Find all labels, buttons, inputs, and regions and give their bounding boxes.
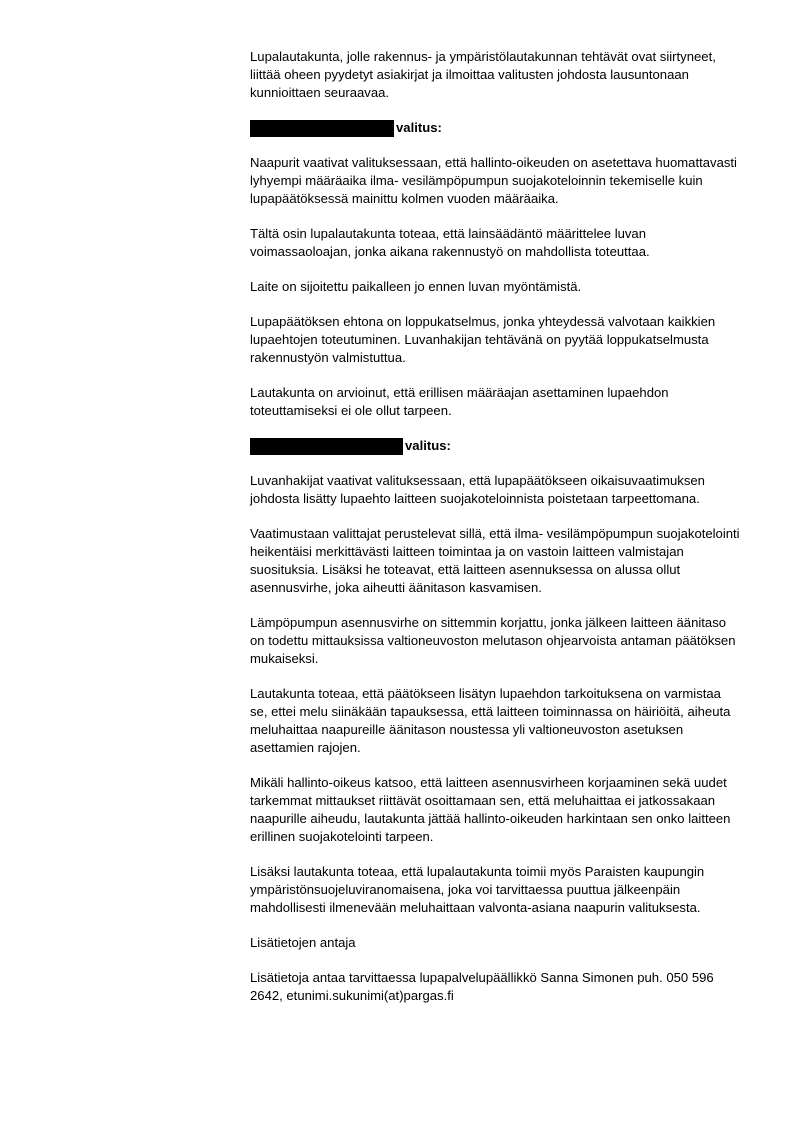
- section1-paragraph: Lautakunta on arvioinut, että erillisen määräajan asettaminen lupaehdon toteuttamiseksi ei ole ollut tarpeen.: [250, 385, 669, 418]
- intro-paragraph: Lupalautakunta, jolle rakennus- ja ympäristölautakunnan tehtävät ovat siirtyneet, liittää oheen pyydetyt asiakirjat ja ilmoittaa valitusten johdosta lausuntonaan kunnioittaen seuraavaa.: [250, 49, 716, 100]
- section2-paragraph: Lämpöpumpun asennusvirhe on sittemmin korjattu, jonka jälkeen laitteen äänitaso on todettu mittauksissa valtioneuvoston melutason ohjearvoista antaman päätöksen mukaiseksi.: [250, 615, 736, 666]
- section1-paragraph: Naapurit vaativat valituksessaan, että hallinto-oikeuden on asetettava huomattavasti lyhyempi määräaika ilma- vesilämpöpumpun suojakoteloinnin tekemiselle kuin lupapäätöksessä mainittu kolmen vuoden määräaika.: [250, 155, 737, 206]
- section1-paragraph: Laite on sijoitettu paikalleen jo ennen luvan myöntämistä.: [250, 279, 582, 294]
- document-page: [250, 48, 742, 1022]
- section2-paragraph: Vaatimustaan valittajat perustelevat sillä, että ilma- vesilämpöpumpun suojakotelointi heikentäisi merkittävästi laitteen toimintaa ja on vastoin laitteen valmistajan suosituksia. Lisäksi he toteavat, että laitteen asennuksessa on alussa ollut asennusvirhe, joka aiheutti äänitason kasvamisen.: [250, 526, 740, 595]
- section2-paragraph: Lautakunta toteaa, että päätökseen lisätyn lupaehdon tarkoituksena on varmistaa se, ettei melu siinäkään tapauksessa, että laitteen toiminnassa on häiriöitä, aiheuta meluhaittaa naapureille äänitason noustessa yli valtioneuvoston asetuksen asettamien rajojen.: [250, 686, 731, 755]
- section2-heading-text: valitus:: [405, 438, 451, 453]
- section1-heading-text: valitus:: [396, 120, 442, 135]
- section1-heading: [250, 119, 742, 137]
- section2-paragraph: Mikäli hallinto-oikeus katsoo, että laitteen asennusvirheen korjaaminen sekä uudet tarkemmat mittaukset riittävät osoittamaan sen, että meluhaittaa ei jatkossakaan naapurille aiheudu, lautakunta jättää hallinto-oikeuden harkintaan sen onko laitteen erillinen suojakotelointi tarpeen.: [250, 775, 731, 844]
- redacted-name-block: [250, 438, 403, 455]
- section1-paragraph: Tältä osin lupalautakunta toteaa, että lainsäädäntö määrittelee luvan voimassaoloajan, jonka aikana rakennustyö on mahdollista toteuttaa.: [250, 226, 650, 259]
- contact-label: Lisätietojen antaja: [250, 935, 356, 950]
- section1-paragraph: Lupapäätöksen ehtona on loppukatselmus, jonka yhteydessä valvotaan kaikkien lupaehtojen toteutuminen. Luvanhakijan tehtävänä on pyytää loppukatselmusta rakennustyön valmistuttua.: [250, 314, 716, 365]
- contact-text: Lisätietoja antaa tarvittaessa lupapalvelupäällikkö Sanna Simonen puh. 050 596 2642, etunimi.sukunimi(at)pargas.fi: [250, 970, 714, 1003]
- section2-heading: [250, 437, 742, 455]
- section2-paragraph: Lisäksi lautakunta toteaa, että lupalautakunta toimii myös Paraisten kaupungin ympäristönsuojeluviranomaisena, joka voi tarvittaessa puuttua jälkeenpäin mahdollisesti ilmenevään meluhaittaan valvonta-asiana naapurin valituksesta.: [250, 864, 705, 915]
- redacted-name-block: [250, 120, 394, 137]
- section2-paragraph: Luvanhakijat vaativat valituksessaan, että lupapäätökseen oikaisuvaatimuksen johdosta lisätty lupaehto laitteen suojakoteloinnista poistetaan tarpeettomana.: [250, 473, 705, 506]
